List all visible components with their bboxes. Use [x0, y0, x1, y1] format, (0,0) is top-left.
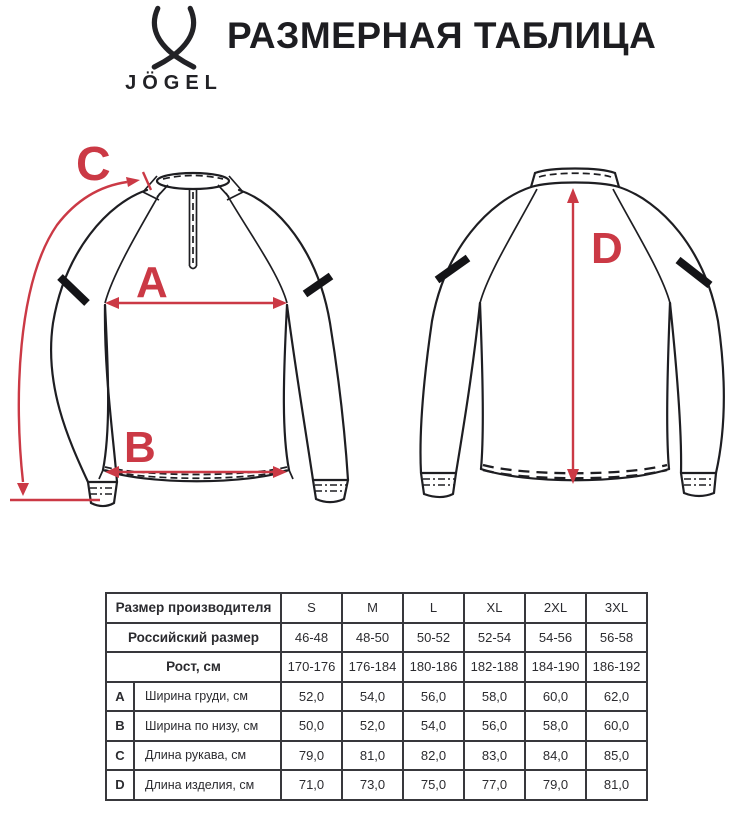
value-cell: 50-52 [403, 623, 464, 653]
value-cell: 82,0 [403, 741, 464, 771]
value-cell: 60,0 [586, 711, 647, 741]
value-cell: 85,0 [586, 741, 647, 771]
measure-arrow-b [105, 423, 287, 478]
measure-label-b: B [124, 423, 156, 472]
cuff-left [421, 473, 456, 497]
value-cell: 56-58 [586, 623, 647, 653]
row-letter: D [106, 770, 134, 800]
value-cell: 58,0 [525, 711, 586, 741]
row-letter: C [106, 741, 134, 771]
table-row-sleeve-length [106, 741, 647, 771]
row-letter: A [106, 682, 134, 712]
value-cell: 182-188 [464, 652, 525, 682]
value-cell: 58,0 [464, 682, 525, 712]
value-cell: 170-176 [281, 652, 342, 682]
value-cell: 46-48 [281, 623, 342, 653]
measure-label-a: A [136, 258, 168, 307]
row-letter: B [106, 711, 134, 741]
value-cell: 73,0 [342, 770, 403, 800]
garment-front-outline [51, 173, 348, 506]
row-label: Российский размер [106, 623, 281, 653]
table-row-item-length [106, 770, 647, 800]
value-cell: 52,0 [342, 711, 403, 741]
value-cell: 79,0 [525, 770, 586, 800]
table-row-bottom-width [106, 711, 647, 741]
size-col-header: 3XL [586, 593, 647, 623]
value-cell: 75,0 [403, 770, 464, 800]
value-cell: 54-56 [525, 623, 586, 653]
back-view-diagram [385, 135, 730, 510]
cuff-right [681, 473, 716, 496]
brand-logo [112, 5, 236, 95]
value-cell: 60,0 [525, 682, 586, 712]
size-col-header: M [342, 593, 403, 623]
value-cell: 79,0 [281, 741, 342, 771]
measure-label-d: D [591, 224, 623, 273]
value-cell: 52,0 [281, 682, 342, 712]
size-col-header: 2XL [525, 593, 586, 623]
value-cell: 52-54 [464, 623, 525, 653]
cuff-right [313, 480, 348, 502]
table-row-height [106, 652, 647, 682]
row-label: Ширина груди, см [134, 682, 281, 712]
brand-wordmark: JÖGEL [125, 72, 223, 94]
row-label: Длина рукава, см [134, 741, 281, 771]
value-cell: 184-190 [525, 652, 586, 682]
jogel-logo-icon [145, 5, 203, 71]
cuff-left [88, 482, 117, 506]
shoulder-stripe-right [678, 260, 710, 285]
value-cell: 54,0 [403, 711, 464, 741]
value-cell: 83,0 [464, 741, 525, 771]
value-cell: 81,0 [586, 770, 647, 800]
size-col-header: S [281, 593, 342, 623]
size-col-header: XL [464, 593, 525, 623]
size-col-header: L [403, 593, 464, 623]
value-cell: 62,0 [586, 682, 647, 712]
table-row-chest-width [106, 682, 647, 712]
measure-arrow-d [567, 188, 623, 484]
value-cell: 84,0 [525, 741, 586, 771]
value-cell: 71,0 [281, 770, 342, 800]
value-cell: 48-50 [342, 623, 403, 653]
table-row-manufacturer-size [106, 593, 647, 623]
value-cell: 77,0 [464, 770, 525, 800]
page-title: РАЗМЕРНАЯ ТАБЛИЦА [227, 15, 657, 56]
value-cell: 56,0 [403, 682, 464, 712]
row-label: Рост, см [106, 652, 281, 682]
value-cell: 81,0 [342, 741, 403, 771]
value-cell: 180-186 [403, 652, 464, 682]
row-label: Ширина по низу, см [134, 711, 281, 741]
size-table [105, 592, 648, 801]
value-cell: 56,0 [464, 711, 525, 741]
measure-label-c: C [76, 138, 111, 191]
table-row-russian-size [106, 623, 647, 653]
shoulder-stripe-left [60, 277, 87, 303]
value-cell: 186-192 [586, 652, 647, 682]
front-view-diagram [10, 133, 355, 515]
zipper [190, 190, 197, 269]
row-label: Длина изделия, см [134, 770, 281, 800]
value-cell: 176-184 [342, 652, 403, 682]
value-cell: 50,0 [281, 711, 342, 741]
row-label: Размер производителя [106, 593, 281, 623]
value-cell: 54,0 [342, 682, 403, 712]
